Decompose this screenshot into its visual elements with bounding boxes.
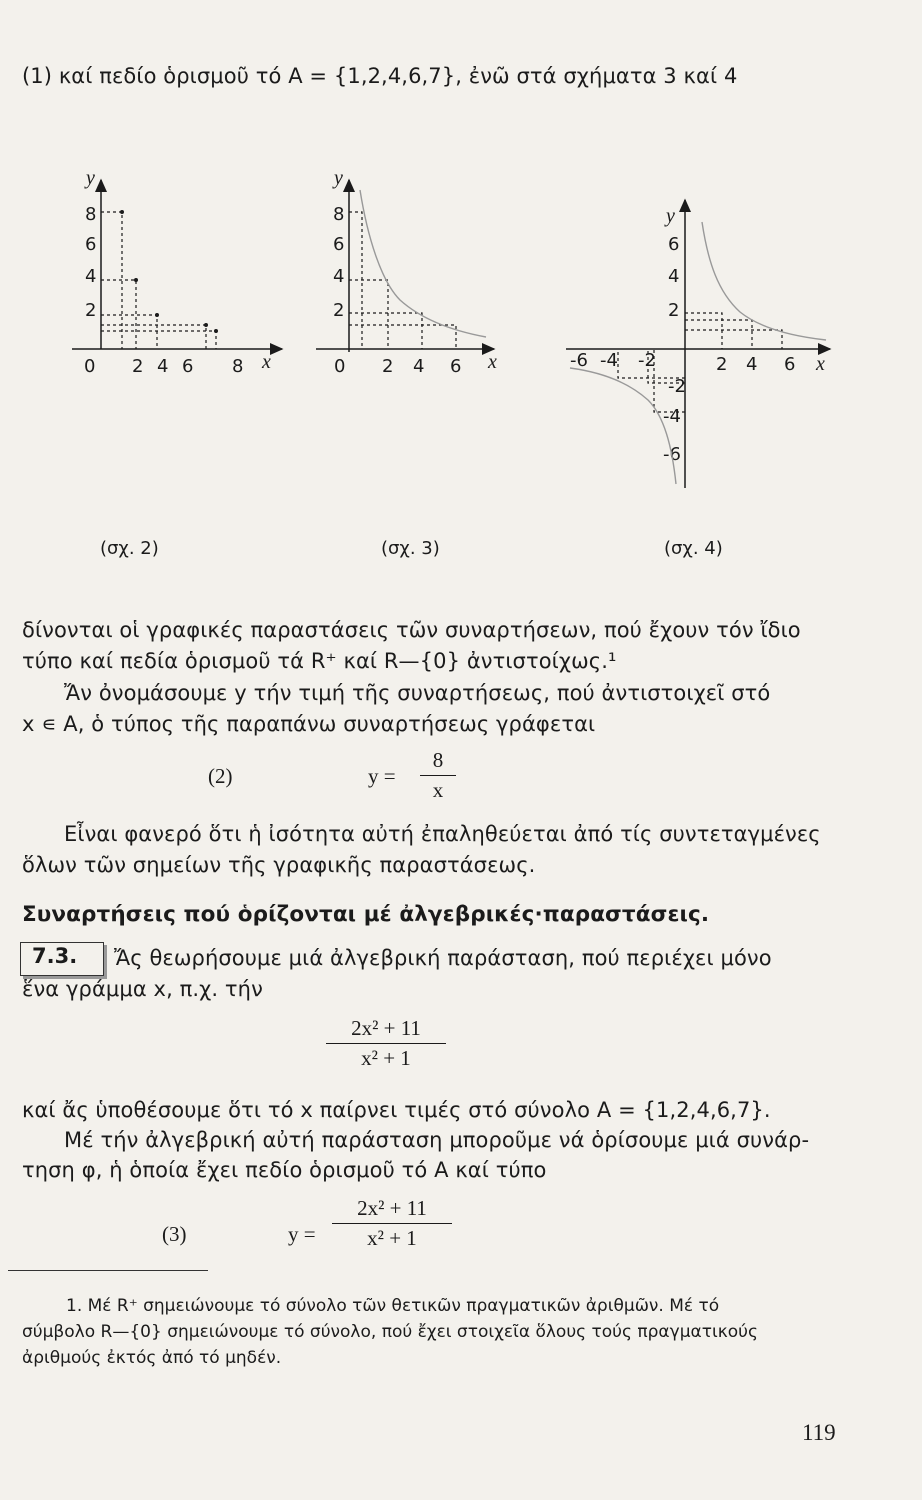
text-line-11: Μέ τήν ἀλγεβρική αὐτή παράσταση μποροῦμε νά ὁρίσουμε μιά συνάρ- — [64, 1128, 810, 1152]
fig2-xtick-2: 2 — [132, 356, 144, 377]
fig4-xtick-4: 4 — [746, 354, 758, 375]
text-line-10: καί ἄς ὑποθέσουμε ὅτι τό x παίρνει τιμές στό σύνολο A = {1,2,4,6,7}. — [22, 1098, 771, 1122]
footnote-line-3: ἀριθμούς ἐκτός ἀπό τό μηδέν. — [22, 1348, 282, 1368]
fig2-xtick-8: 8 — [232, 356, 244, 377]
eq3-fraction-bar — [332, 1223, 452, 1224]
footnote-rule — [8, 1270, 208, 1271]
fig4-xtick-neg6: -6 — [570, 350, 588, 371]
expression-numerator: 2x² + 11 — [351, 1016, 421, 1040]
fig3-ytick-6: 6 — [333, 234, 345, 255]
fig2-caption: (σχ. 2) — [100, 538, 159, 559]
fig4-ytick-6: 6 — [668, 234, 680, 255]
fig4-xtick-2: 2 — [716, 354, 728, 375]
fig3-xtick-6: 6 — [450, 356, 462, 377]
fig4-ytick-2: 2 — [668, 300, 680, 321]
figures-row — [0, 0, 922, 580]
fig2-ytick-2: 2 — [85, 300, 97, 321]
fig2-points — [120, 210, 218, 333]
eq3-lhs: y = — [288, 1222, 316, 1246]
figure-4 — [566, 200, 830, 488]
fig2-y-label: y — [86, 167, 95, 189]
fig4-ytick-neg4: -4 — [663, 406, 681, 427]
section-heading: Συναρτήσεις πού ὁρίζονται μέ ἀλγεβρικές·παραστάσεις. — [22, 902, 710, 927]
fig4-xtick-neg4: -4 — [600, 350, 618, 371]
expression-fraction-bar — [326, 1043, 446, 1044]
fig4-x-label: x — [816, 353, 825, 375]
fig3-xtick-2: 2 — [382, 356, 394, 377]
text-line-4: Ἄν ὀνομάσουμε y τήν τιμή τῆς συναρτήσεως, πού ἀντιστοιχεῖ στό — [64, 681, 771, 705]
fig3-ytick-2: 2 — [333, 300, 345, 321]
section-number: 7.3. — [32, 944, 78, 968]
fig2-ytick-8: 8 — [85, 204, 97, 225]
fig4-caption: (σχ. 4) — [664, 538, 723, 559]
figure-3 — [316, 167, 497, 377]
fig2-ytick-4: 4 — [85, 266, 97, 287]
fig3-xtick-4: 4 — [413, 356, 425, 377]
text-line-2: δίνονται οἱ γραφικές παραστάσεις τῶν συναρτήσεων, πού ἔχουν τόν ἴδιο — [22, 618, 801, 642]
figure-2 — [72, 167, 282, 377]
text-line-5: x ∊ A, ὁ τύπος τῆς παραπάνω συναρτήσεως γράφεται — [22, 712, 596, 736]
text-line-8: Ἄς θεωρήσουμε μιά ἀλγεβρική παράσταση, πού περιέχει μόνο — [114, 946, 772, 970]
footnote-line-2: σύμβολο R—{0} σημειώνουμε τό σύνολο, πού ἔχει στοιχεῖα ὅλους τούς πραγματικούς — [22, 1322, 758, 1342]
eq3-numerator: 2x² + 11 — [357, 1196, 427, 1220]
eq2-fraction — [420, 748, 456, 803]
fig2-x-label: x — [262, 351, 271, 373]
eq2-fraction-bar — [420, 775, 456, 776]
fig4-y-label: y — [666, 205, 675, 227]
fig4-ytick-neg2: -2 — [668, 376, 686, 397]
fig3-y-label: y — [334, 167, 343, 189]
fig2-ytick-6: 6 — [85, 234, 97, 255]
footnote-line-1: 1. Μέ R⁺ σημειώνουμε τό σύνολο τῶν θετικῶν πραγματικῶν ἀριθμῶν. Μέ τό — [66, 1296, 720, 1316]
eq3-denominator: x² + 1 — [367, 1226, 417, 1250]
text-line-12: τηση φ, ἡ ὁποία ἔχει πεδίο ὁρισμοῦ τό A καί τύπο — [22, 1158, 547, 1182]
fig2-xtick-6: 6 — [182, 356, 194, 377]
fig4-curve-positive — [702, 222, 826, 340]
eq3-fraction — [332, 1196, 452, 1251]
eq2-numerator: 8 — [432, 748, 444, 772]
fig2-xtick-0: 0 — [84, 356, 96, 377]
fig3-x-label: x — [488, 351, 497, 373]
fig3-curve — [360, 190, 486, 337]
text-line-1: (1) καί πεδίο ὁρισμοῦ τό A = {1,2,4,6,7}, ἐνῶ στά σχήματα 3 καί 4 — [22, 64, 738, 88]
text-line-9: ἕνα γράμμα x, π.χ. τήν — [22, 977, 263, 1001]
fig4-ytick-neg6: -6 — [663, 444, 681, 465]
text-line-3: τύπο καί πεδία ὁρισμοῦ τά R⁺ καί R—{0} ἀντιστοίχως.¹ — [22, 649, 617, 673]
fig3-xtick-0: 0 — [334, 356, 346, 377]
page-number: 119 — [802, 1420, 836, 1445]
fig4-xtick-neg2: -2 — [638, 350, 656, 371]
fig2-xtick-4: 4 — [157, 356, 169, 377]
fig4-xtick-6: 6 — [784, 354, 796, 375]
text-line-7: ὅλων τῶν σημείων τῆς γραφικῆς παραστάσεως. — [22, 853, 536, 877]
eq3-label: (3) — [162, 1222, 187, 1246]
fig3-guides — [349, 212, 456, 349]
eq2-lhs: y = — [368, 764, 396, 788]
fig4-ytick-4: 4 — [668, 266, 680, 287]
expression-fraction — [326, 1016, 446, 1071]
expression-denominator: x² + 1 — [361, 1046, 411, 1070]
fig3-caption: (σχ. 3) — [381, 538, 440, 559]
fig3-ytick-8: 8 — [333, 204, 345, 225]
fig4-curve-negative — [570, 368, 676, 484]
fig2-guides — [101, 212, 216, 349]
eq2-label: (2) — [208, 764, 233, 788]
text-line-6: Εἶναι φανερό ὅτι ἡ ἰσότητα αὐτή ἐπαληθεύεται ἀπό τίς συντεταγμένες — [64, 822, 821, 846]
eq2-denominator: x — [432, 778, 444, 802]
fig3-ytick-4: 4 — [333, 266, 345, 287]
